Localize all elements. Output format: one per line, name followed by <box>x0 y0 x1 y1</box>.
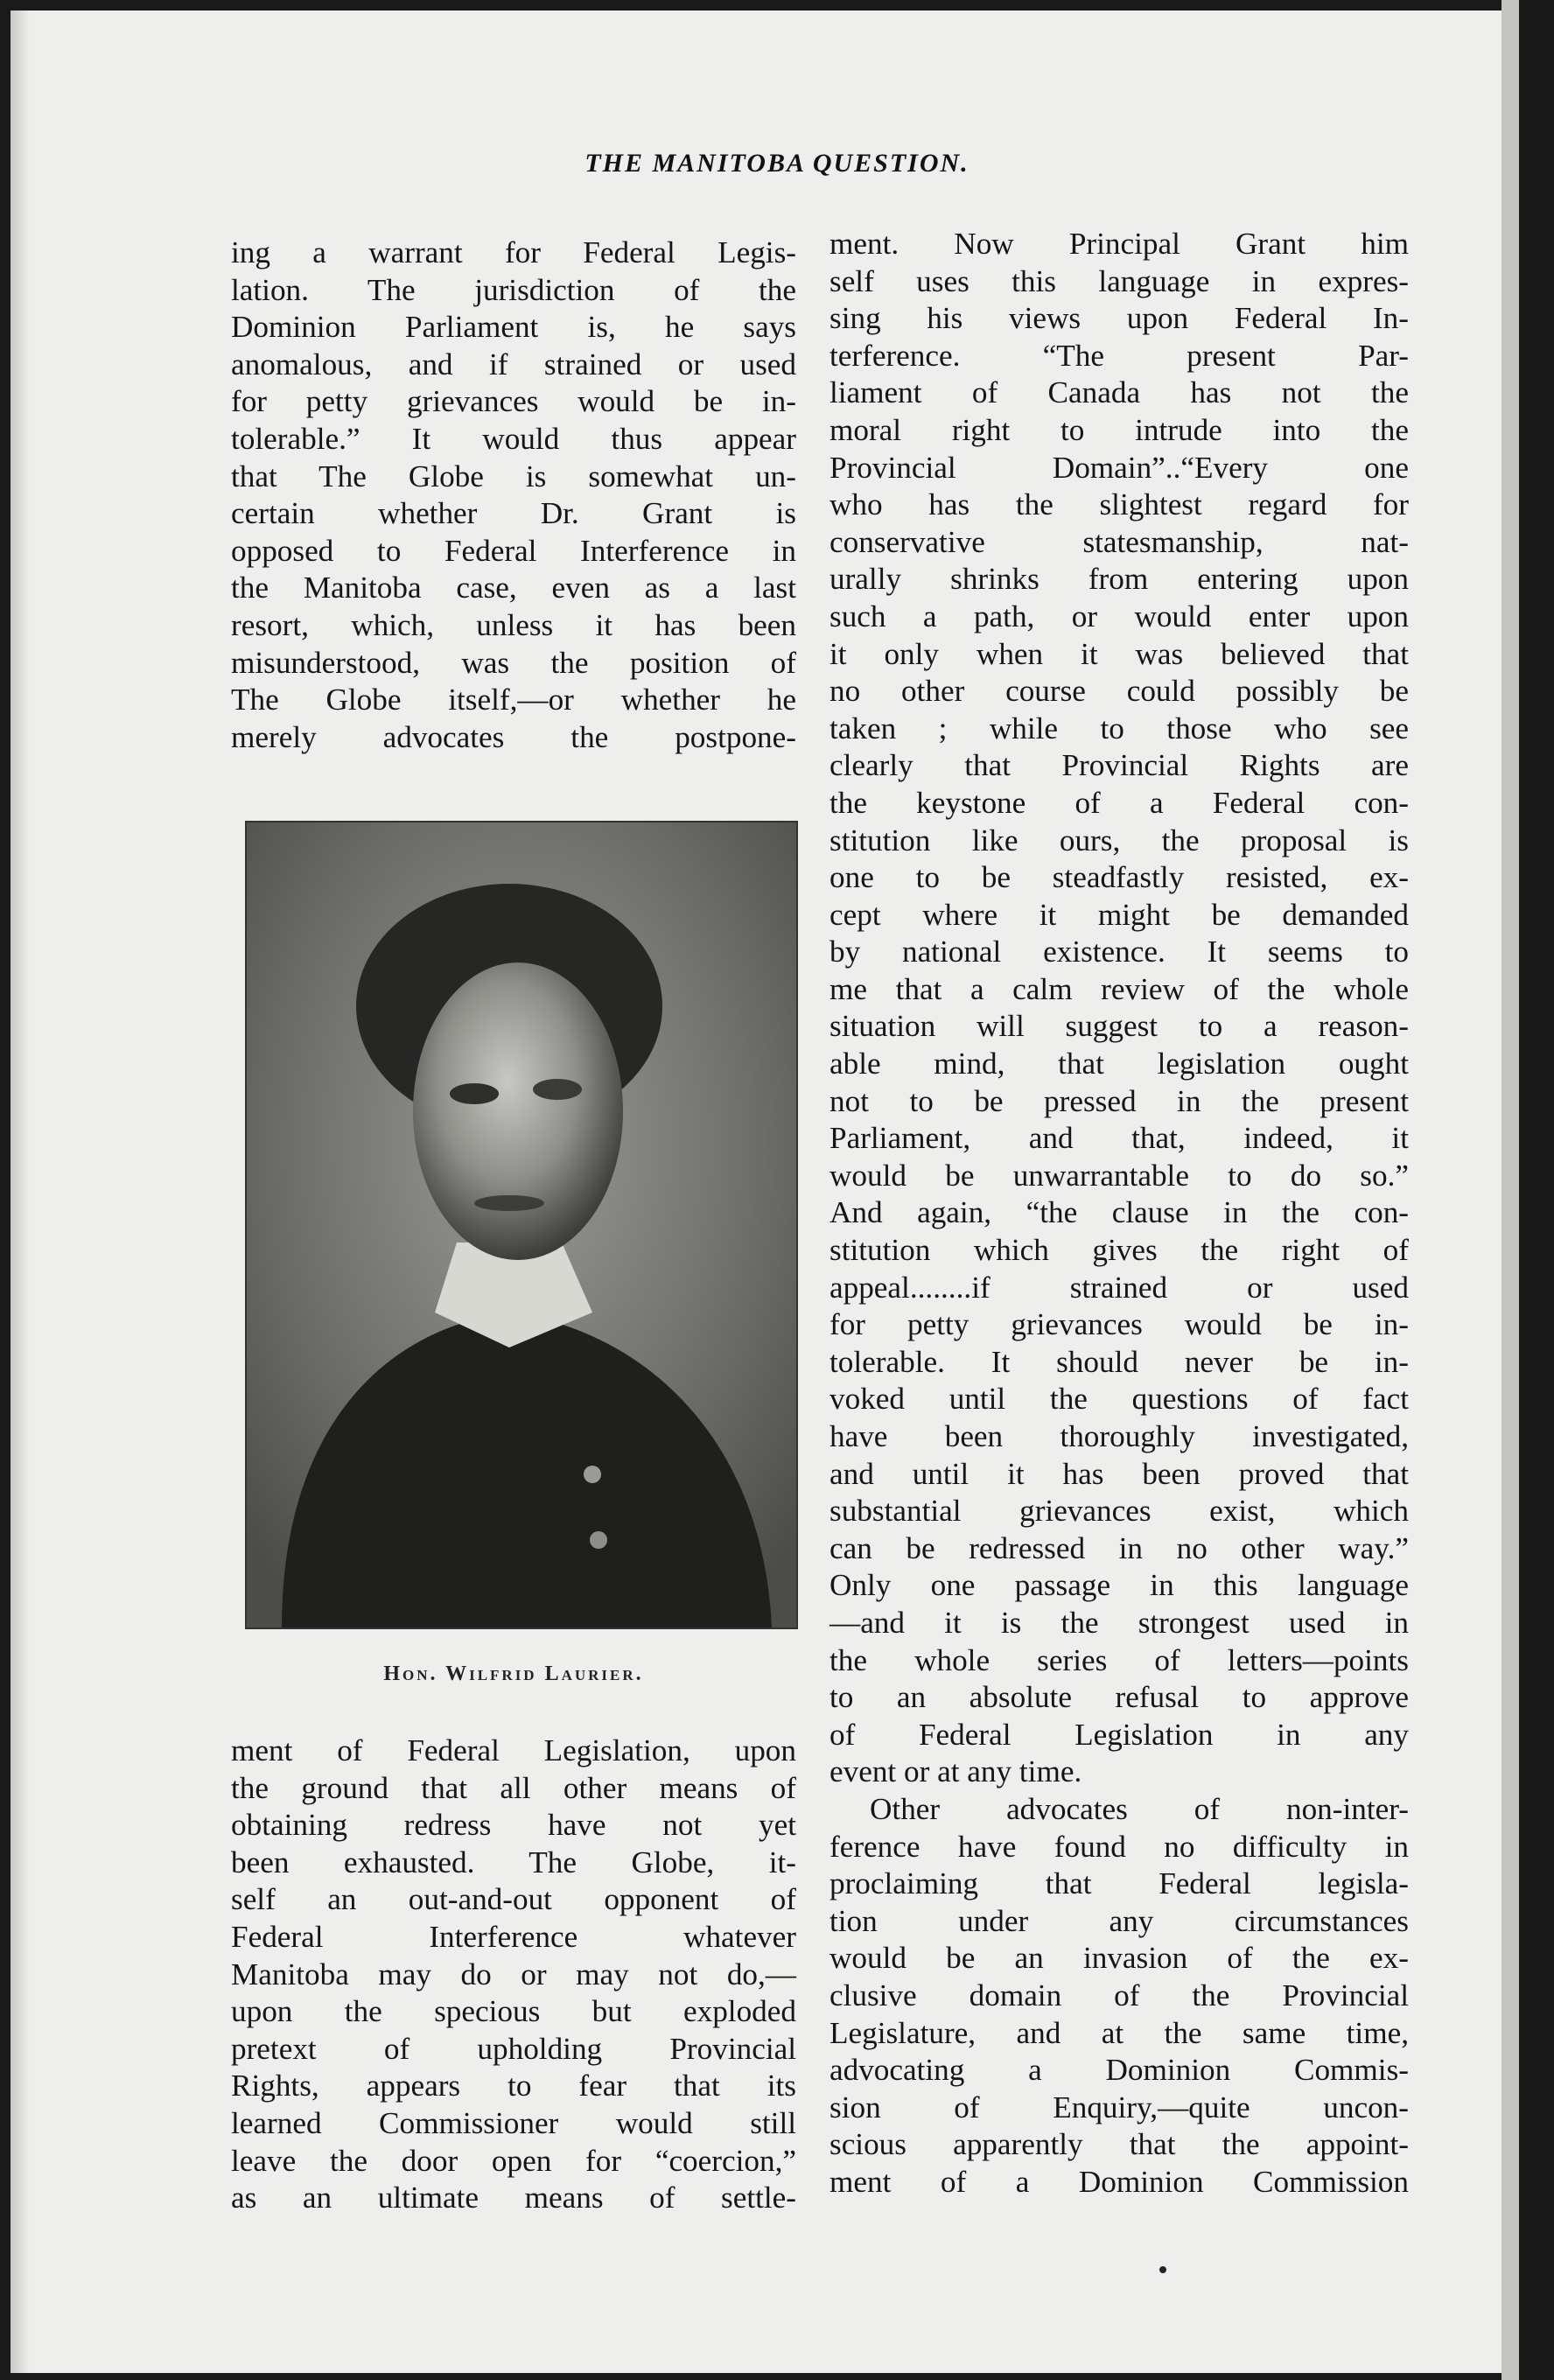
text-line: sing his views upon Federal In- <box>830 301 1409 336</box>
text-line: conservative statesmanship, nat- <box>830 524 1409 559</box>
text-line: for petty grievances would be in- <box>231 384 796 419</box>
text-line: tolerable. It should never be in- <box>830 1344 1409 1379</box>
text-line: tion under any circumstances <box>830 1903 1409 1938</box>
text-line: such a path, or would enter upon <box>830 598 1409 634</box>
text-line: opposed to Federal Interference in <box>231 533 796 568</box>
text-line: moral right to intrude into the <box>830 412 1409 447</box>
right-column <box>830 226 1409 2201</box>
text-line: that The Globe is somewhat un- <box>231 458 796 494</box>
text-line: merely advocates the postpone- <box>231 719 796 754</box>
text-line: The Globe itself,—or whether he <box>231 682 796 718</box>
text-line: for petty grievances would be in- <box>830 1307 1409 1342</box>
text-line: learned Commissioner would still <box>231 2105 796 2140</box>
text-line: anomalous, and if strained or used <box>231 346 796 382</box>
text-line: situation will suggest to a reason- <box>830 1009 1409 1044</box>
text-line: terference. “The present Par- <box>830 338 1409 373</box>
text-line: advocating a Dominion Commis- <box>830 2053 1409 2088</box>
text-line: Dominion Parliament is, he says <box>231 310 796 345</box>
text-line: —and it is the strongest used in <box>830 1605 1409 1640</box>
text-line: pretext of upholding Provincial <box>231 2031 796 2066</box>
text-line: the Manitoba case, even as a last <box>231 570 796 606</box>
text-line: leave the door open for “coercion,” <box>231 2143 796 2178</box>
text-line: Federal Interference whatever <box>231 1919 796 1954</box>
text-line: been exhausted. The Globe, it- <box>231 1844 796 1880</box>
text-line: certain whether Dr. Grant is <box>231 496 796 531</box>
text-line: of Federal Legislation in any <box>830 1717 1409 1752</box>
text-line: would be unwarrantable to do so.” <box>830 1158 1409 1193</box>
portrait-caption: Hon. Wilfrid Laurier. <box>383 1662 644 1685</box>
text-line: event or at any time. <box>830 1754 1082 1789</box>
text-line: able mind, that legislation ought <box>830 1046 1409 1082</box>
text-line: cept where it might be demanded <box>830 897 1409 932</box>
text-line: appeal........if strained or used <box>830 1270 1409 1305</box>
portrait-photo <box>245 821 798 1629</box>
text-line: have been thoroughly investigated, <box>830 1419 1409 1453</box>
text-line: voked until the questions of fact <box>830 1382 1409 1417</box>
text-line: stitution like ours, the proposal is <box>830 822 1409 858</box>
text-line: misunderstood, was the position of <box>231 645 796 680</box>
text-line: substantial grievances exist, which <box>830 1494 1409 1529</box>
text-line: sion of Enquiry,—quite uncon- <box>830 2090 1409 2124</box>
text-line: as an ultimate means of settle- <box>231 2180 796 2216</box>
text-line: clusive domain of the Provincial <box>830 1978 1409 2012</box>
text-line: no other course could possibly be <box>830 674 1409 709</box>
text-line: the whole series of letters—points <box>830 1642 1409 1677</box>
text-line: tolerable.” It would thus appear <box>231 421 796 456</box>
text-line: liament of Canada has not the <box>830 375 1409 410</box>
print-mark <box>1159 2266 1166 2273</box>
text-line: ing a warrant for Federal Legis- <box>231 235 796 270</box>
text-line: it only when it was believed that <box>830 636 1409 671</box>
left-column-bottom <box>231 1732 796 2217</box>
text-line: ment. Now Principal Grant him <box>830 227 1409 261</box>
left-column-top <box>231 234 796 756</box>
text-line: to an absolute refusal to approve <box>830 1680 1409 1715</box>
text-line: scious apparently that the appoint- <box>830 2127 1409 2162</box>
text-line: ment of Federal Legislation, upon <box>231 1733 796 1768</box>
text-line: stitution which gives the right of <box>830 1233 1409 1268</box>
text-line: upon the specious but exploded <box>231 1994 796 2029</box>
text-line: Only one passage in this language <box>830 1568 1409 1603</box>
text-line: obtaining redress have not yet <box>231 1808 796 1843</box>
text-line: proclaiming that Federal legisla- <box>830 1866 1409 1901</box>
text-line: lation. The jurisdiction of the <box>231 272 796 307</box>
text-line: self an out-and-out opponent of <box>231 1882 796 1917</box>
text-line: by national existence. It seems to <box>830 934 1409 970</box>
text-line: who has the slightest regard for <box>830 487 1409 522</box>
page-gutter <box>10 10 30 2373</box>
text-line: me that a calm review of the whole <box>830 971 1409 1006</box>
text-line: Rights, appears to fear that its <box>231 2068 796 2104</box>
text-line: Manitoba may do or may not do,— <box>231 1956 796 1992</box>
running-header: THE MANITOBA QUESTION. <box>584 149 970 178</box>
text-line: and until it has been proved that <box>830 1456 1409 1491</box>
text-line: one to be steadfastly resisted, ex- <box>830 860 1409 895</box>
text-line: taken ; while to those who see <box>830 710 1409 746</box>
page-edge <box>1502 0 1519 2380</box>
text-line: the keystone of a Federal con- <box>830 785 1409 820</box>
text-line: can be redressed in no other way.” <box>830 1530 1409 1565</box>
text-line: Other advocates of non-inter- <box>870 1791 1409 1826</box>
text-line: not to be pressed in the present <box>830 1083 1409 1118</box>
text-line: self uses this language in expres- <box>830 263 1409 298</box>
scan-border <box>1519 0 1554 2380</box>
text-line: ment of a Dominion Commission <box>830 2164 1409 2199</box>
text-line: the ground that all other means of <box>231 1770 796 1805</box>
text-line: would be an invasion of the ex- <box>830 1941 1409 1976</box>
text-line: Parliament, and that, indeed, it <box>830 1121 1409 1156</box>
text-line: resort, which, unless it has been <box>231 607 796 642</box>
text-line: And again, “the clause in the con- <box>830 1195 1409 1230</box>
text-line: clearly that Provincial Rights are <box>830 748 1409 783</box>
text-line: urally shrinks from entering upon <box>830 562 1409 597</box>
text-line: ference have found no difficulty in <box>830 1829 1409 1864</box>
portrait-illustration <box>247 822 796 1628</box>
text-line: Provincial Domain”..“Every one <box>830 450 1409 485</box>
text-line: Legislature, and at the same time, <box>830 2015 1409 2050</box>
